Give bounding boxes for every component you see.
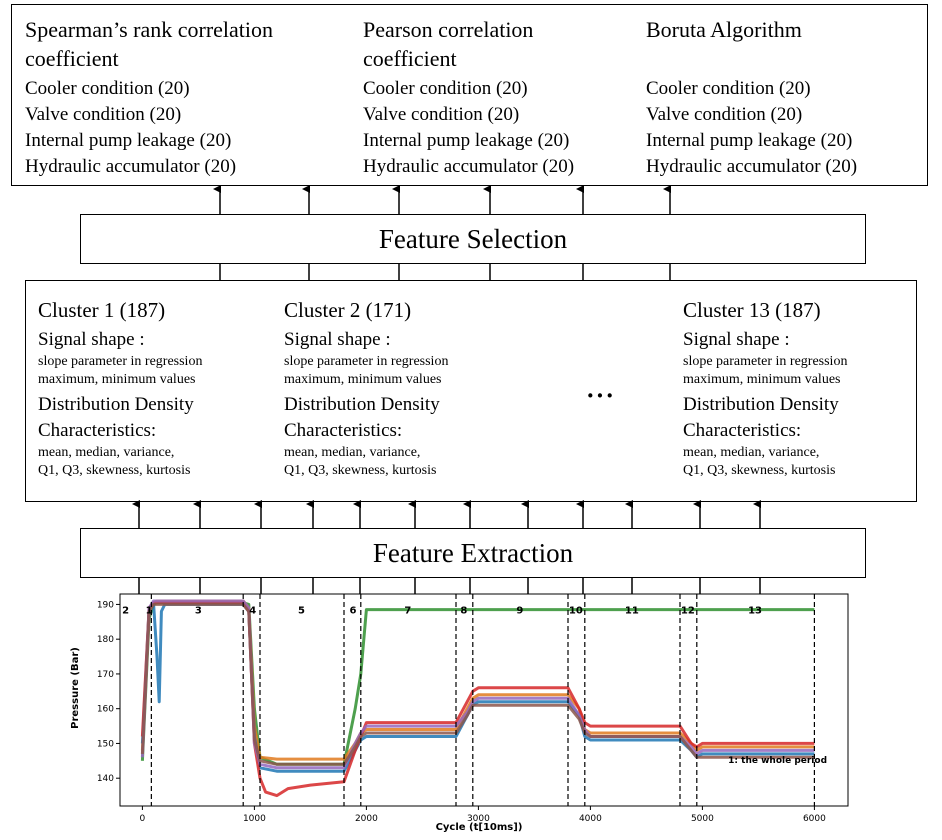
segment-label: 2 xyxy=(122,605,130,617)
x-axis-label: Cycle (t[10ms]) xyxy=(435,822,523,833)
x-tick-label: 0 xyxy=(139,814,146,824)
method-item: Valve condition (20) xyxy=(363,104,520,125)
y-tick-label: 150 xyxy=(96,739,114,750)
cluster-stats-line: mean, median, variance, xyxy=(284,445,421,460)
method-title: coefficient xyxy=(363,46,457,71)
cluster-stats-line: Q1, Q3, skewness, kurtosis xyxy=(38,463,191,478)
method-item: Hydraulic accumulator (20) xyxy=(363,156,575,177)
method-title: coefficient xyxy=(25,46,119,71)
cluster-stats-line: Q1, Q3, skewness, kurtosis xyxy=(284,463,437,478)
method-item: Internal pump leakage (20) xyxy=(363,130,570,151)
cluster-title: Cluster 2 (171) xyxy=(284,298,412,322)
method-item: Valve condition (20) xyxy=(646,104,803,125)
segment-label: 12 xyxy=(680,605,695,617)
segment-label: 13 xyxy=(748,605,763,617)
cluster-signal-line: maximum, minimum values xyxy=(683,372,841,387)
cluster-signal-line: slope parameter in regression xyxy=(38,354,203,369)
cluster-stats-line: mean, median, variance, xyxy=(38,445,175,460)
cluster-dist-heading: Distribution Density xyxy=(683,394,839,415)
segment-label: 5 xyxy=(297,605,305,617)
segment-label: 8 xyxy=(460,605,468,617)
cluster-signal-shape: Signal shape : xyxy=(683,329,790,350)
cluster-signal-shape: Signal shape : xyxy=(38,329,145,350)
chart-annotation: 1: the whole period xyxy=(728,756,828,767)
cluster-signal-shape: Signal shape : xyxy=(284,329,391,350)
cluster-dist-heading: Distribution Density xyxy=(284,394,440,415)
y-tick-label: 190 xyxy=(96,600,114,611)
method-item: Internal pump leakage (20) xyxy=(646,130,853,151)
method-item: Valve condition (20) xyxy=(25,104,182,125)
x-tick-label: 4000 xyxy=(578,814,602,824)
feature-extraction-label: Feature Extraction xyxy=(372,537,574,568)
segment-label: 11 xyxy=(624,605,639,617)
cluster-dist-heading: Distribution Density xyxy=(38,394,194,415)
x-tick-label: 1000 xyxy=(242,814,266,824)
segment-label: 9 xyxy=(516,605,524,617)
cluster-dist-heading: Characteristics: xyxy=(284,420,403,441)
cluster-stats-line: Q1, Q3, skewness, kurtosis xyxy=(683,463,836,478)
method-title: Pearson correlation xyxy=(363,17,534,42)
cluster-dist-heading: Characteristics: xyxy=(683,420,802,441)
method-item: Cooler condition (20) xyxy=(646,78,811,99)
x-tick-label: 3000 xyxy=(466,814,490,824)
method-title: Boruta Algorithm xyxy=(646,17,802,42)
cluster-title: Cluster 1 (187) xyxy=(38,298,166,322)
segment-label: 3 xyxy=(194,605,202,617)
cluster-signal-line: maximum, minimum values xyxy=(38,372,196,387)
method-item: Hydraulic accumulator (20) xyxy=(25,156,237,177)
cluster-signal-line: slope parameter in regression xyxy=(284,354,449,369)
segment-label: 7 xyxy=(404,605,412,617)
more-clusters-ellipsis: ··· xyxy=(586,381,616,410)
feature-selection-label: Feature Selection xyxy=(378,223,568,254)
y-tick-label: 170 xyxy=(96,669,114,680)
segment-label: 1 xyxy=(145,605,153,617)
method-item: Cooler condition (20) xyxy=(25,78,190,99)
cluster-signal-line: slope parameter in regression xyxy=(683,354,848,369)
method-item: Internal pump leakage (20) xyxy=(25,130,232,151)
series-line xyxy=(142,601,814,759)
plot-frame xyxy=(120,594,848,806)
method-title: Spearman’s rank correlation xyxy=(25,17,274,42)
cluster-dist-heading: Characteristics: xyxy=(38,420,157,441)
y-tick-label: 140 xyxy=(96,774,114,785)
segment-label: 4 xyxy=(249,605,257,617)
cluster-signal-line: maximum, minimum values xyxy=(284,372,442,387)
y-axis-label: Pressure (Bar) xyxy=(70,647,81,729)
method-item: Hydraulic accumulator (20) xyxy=(646,156,858,177)
y-tick-label: 160 xyxy=(96,704,114,715)
x-tick-label: 5000 xyxy=(690,814,714,824)
method-item: Cooler condition (20) xyxy=(363,78,528,99)
cluster-stats-line: mean, median, variance, xyxy=(683,445,820,460)
chart-plot xyxy=(122,594,827,806)
x-tick-label: 2000 xyxy=(354,814,378,824)
x-tick-label: 6000 xyxy=(802,814,826,824)
cluster-title: Cluster 13 (187) xyxy=(683,298,821,322)
segment-label: 6 xyxy=(349,605,357,617)
segment-label: 10 xyxy=(568,605,583,617)
y-tick-label: 180 xyxy=(96,635,114,646)
